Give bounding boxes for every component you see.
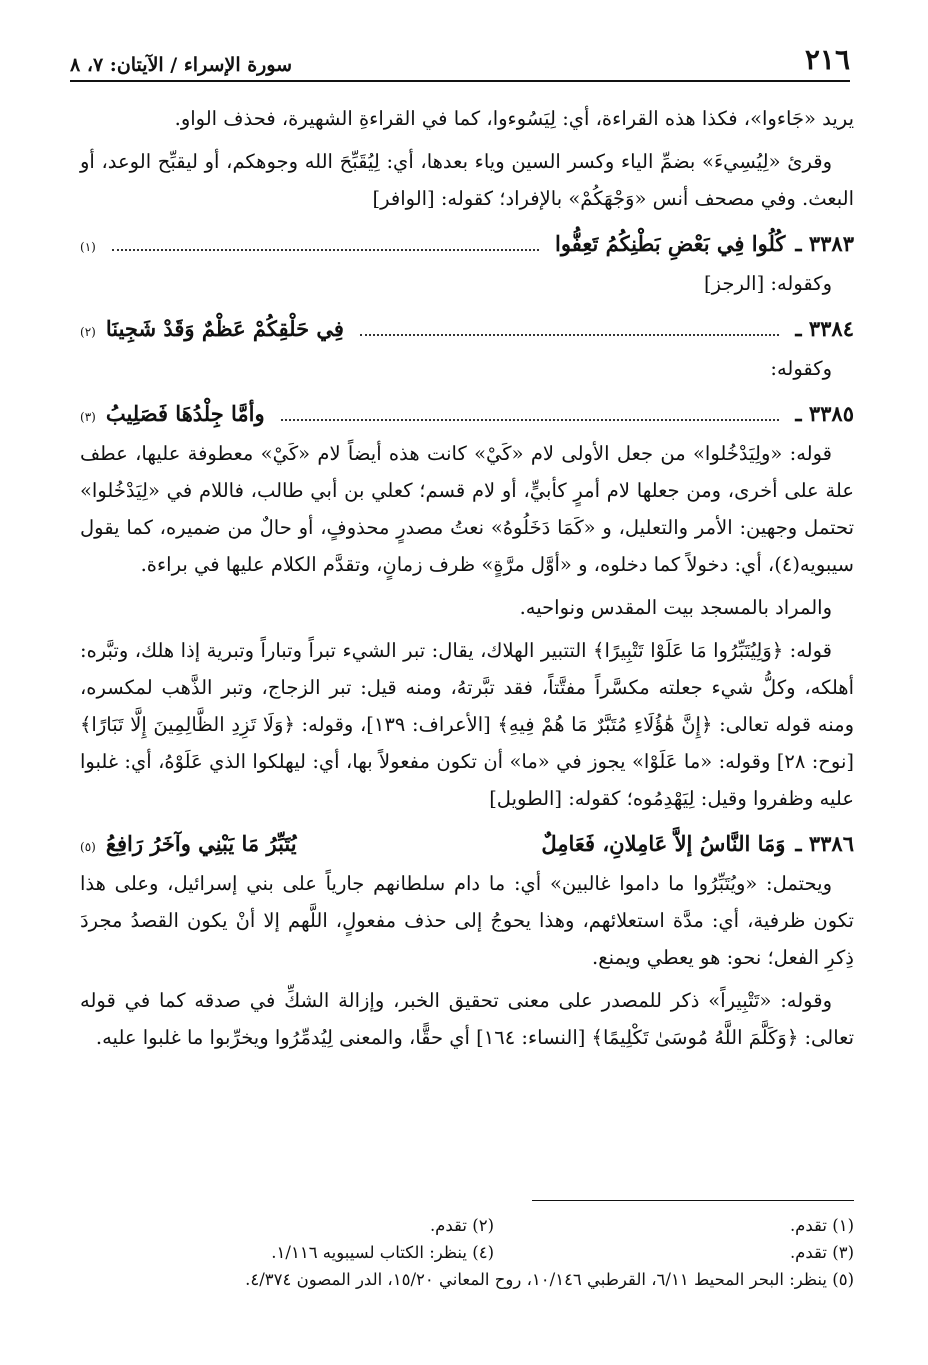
paragraph-4: والمراد بالمسجد بيت المقدس ونواحيه. <box>519 596 832 619</box>
verse-footnote-ref: (٥) <box>80 840 96 854</box>
page-header <box>70 36 850 82</box>
verse-second-half: يُتَبِّرُ مَا يَبْنِي وآخَرُ رَافِعُ <box>105 831 297 856</box>
verse-footnote-ref: (٣) <box>80 410 96 424</box>
verse-number: ٣٣٨٣ ـ <box>795 231 854 256</box>
verse-number: ٣٣٨٤ ـ <box>795 316 854 341</box>
footnote-1: (١) تقدم. <box>789 1216 854 1235</box>
verse-3386 <box>80 823 854 865</box>
paragraph-3: قوله: «ولِيَدْخُلوا» من جعل الأولى لام «كَيْ» كانت هذه أيضاً لام «كَيْ» معطوفة عليها، عطف علة على أخرى، ومن جعلها لام أمرٍ كأبيٍّ، أو لام قسم؛ كعلي بن أبي طالب، فاللام في «لِيَدْخُلوا» تحتمل وجهين: الأمر والتعليل، و «كَمَا دَخَلُوهُ» نعتُ مصدرٍ محذوفٍ، أو حالٌ من ضميره، كما يقول سيبويه(٤)، أي: دخولاً كما دخلوه، و «أوَّل مرَّةٍ» ظرف زمانٍ، وتقدَّم الكلام عليها في براءة. <box>80 442 854 576</box>
paragraph-1: يريد «جَاءوا»، فكذا هذه القراءة، أي: لِيَسُوءوا، كما في القراءةِ الشهيرة، فحذف الواو. <box>174 107 854 130</box>
verse-number: ٣٣٨٥ ـ <box>795 401 854 426</box>
verse-number: ٣٣٨٦ ـ <box>795 831 854 856</box>
verse-text: وأمَّا جِلْدُهَا فَصَلِيبُ <box>105 401 265 426</box>
footnote-row <box>80 1212 854 1239</box>
verse-3385 <box>80 393 854 435</box>
paragraph-2: وقرئ «لِيُسِيءَ» بضمِّ الياء وكسر السين وياء بعدها، أي: لِيُقَبِّحَ الله وجوهكم، أو ليقبِّح الوعد، أو البعث. وفي مصحف أنس «وَجْهَكُمْ» بالإفراد؛ كقوله: [الوافر] <box>80 150 854 210</box>
footnotes <box>80 1212 854 1293</box>
verse-footnote-ref: (١) <box>80 240 96 254</box>
verse-text: فِي حَلْقِكُمْ عَظْمٌ وَقَدْ شَجِينَا <box>105 316 344 341</box>
paragraph-5: قوله: ﴿وَلِيُتَبِّرُوا مَا عَلَوْا تَتْبِيرًا﴾ التتبير الهلاك، يقال: تبر الشيء تبراً وتباراً وتبرية إذا هلك، وتبَّره: أهلكه، وكلُّ شيء جعلته مكسَّراً مفتَّتاً، فقد تبَّرتهُ، ومنه قيل: تبر الزجاج، وتبر الذَّهب لمكسره، ومنه قوله تعالى: ﴿إِنَّ هَٰؤُلَاءِ مُتَبَّرٌ مَا هُمْ فِيهِ﴾ [الأعراف: ١٣٩]، وقوله: ﴿وَلَا تَزِدِ الظَّالِمِينَ إِلَّا تَبَارًا﴾ [نوح: ٢٨] وقوله: «ما عَلَوْا» يجوز في «ما» أن تكون مفعولاً بها، أي: ليهلكوا الذي عَلَوْهُ، أي: غلبوا عليه وظفروا وقيل: لِيَهْدِمُوه؛ كقوله: [الطويل] <box>80 639 855 810</box>
page-number: ٢١٦ <box>804 43 850 76</box>
verse-dots <box>112 235 539 251</box>
running-title: سورة الإسراء / الآيتان: ٧، ٨ <box>70 54 293 76</box>
verse-dots <box>360 320 780 336</box>
meter-label: وكقوله: [الرجز] <box>704 272 832 295</box>
footnote-5: (٥) ينظر: البحر المحيط ٦/١١، القرطبي ١٠/١٤٦، روح المعاني ١٥/٢٠، الدر المصون ٤/٣٧٤. <box>245 1270 854 1289</box>
verse-first-half: وَمَا النَّاسُ إلاَّ عَامِلانِ، فَعَامِلٌ <box>541 831 786 856</box>
meter-label: وكقوله: <box>770 357 832 380</box>
verse-3383 <box>80 223 854 265</box>
verse-footnote-ref: (٢) <box>80 325 96 339</box>
verse-3384 <box>80 308 854 350</box>
footnote-2: (٢) تقدم. <box>429 1216 494 1235</box>
footnote-3: (٣) تقدم. <box>789 1243 854 1262</box>
paragraph-6: ويحتمل: «ويُتَبِّرُوا ما داموا غالبين» أي: ما دام سلطانهم جارياً على بني إسرائيل، وعلى هذا تكون ظرفية، أي: مدَّة استعلائهم، وهذا يحوجُ إلى حذف مفعولٍ، اللَّهم إلا أنْ يكون القصدُ مجردَ ذِكرِ الفعل؛ نحو: هو يعطي ويمنع. <box>80 872 854 969</box>
footnote-4: (٤) ينظر: الكتاب لسيبويه ١/١١٦. <box>271 1243 494 1262</box>
footnote-row <box>80 1239 854 1266</box>
main-text <box>80 100 854 1062</box>
verse-dots <box>281 405 780 421</box>
paragraph-7: وقوله: «تَتْبِيراً» ذكر للمصدر على معنى تحقيق الخبر، وإزالة الشكِّ في صدقه كما في قوله تعالى: ﴿وَكَلَّمَ اللَّهُ مُوسَىٰ تَكْلِيمًا﴾ [النساء: ١٦٤] أي حقًّا، والمعنى لِيُدمِّرُوا ويخرِّبوا ما غلبوا عليه. <box>80 989 854 1049</box>
footnote-separator <box>532 1200 854 1201</box>
verse-text: كُلُوا فِي بَعْضِ بَطْنِكُمُ تَعِفُّوا <box>555 231 786 256</box>
